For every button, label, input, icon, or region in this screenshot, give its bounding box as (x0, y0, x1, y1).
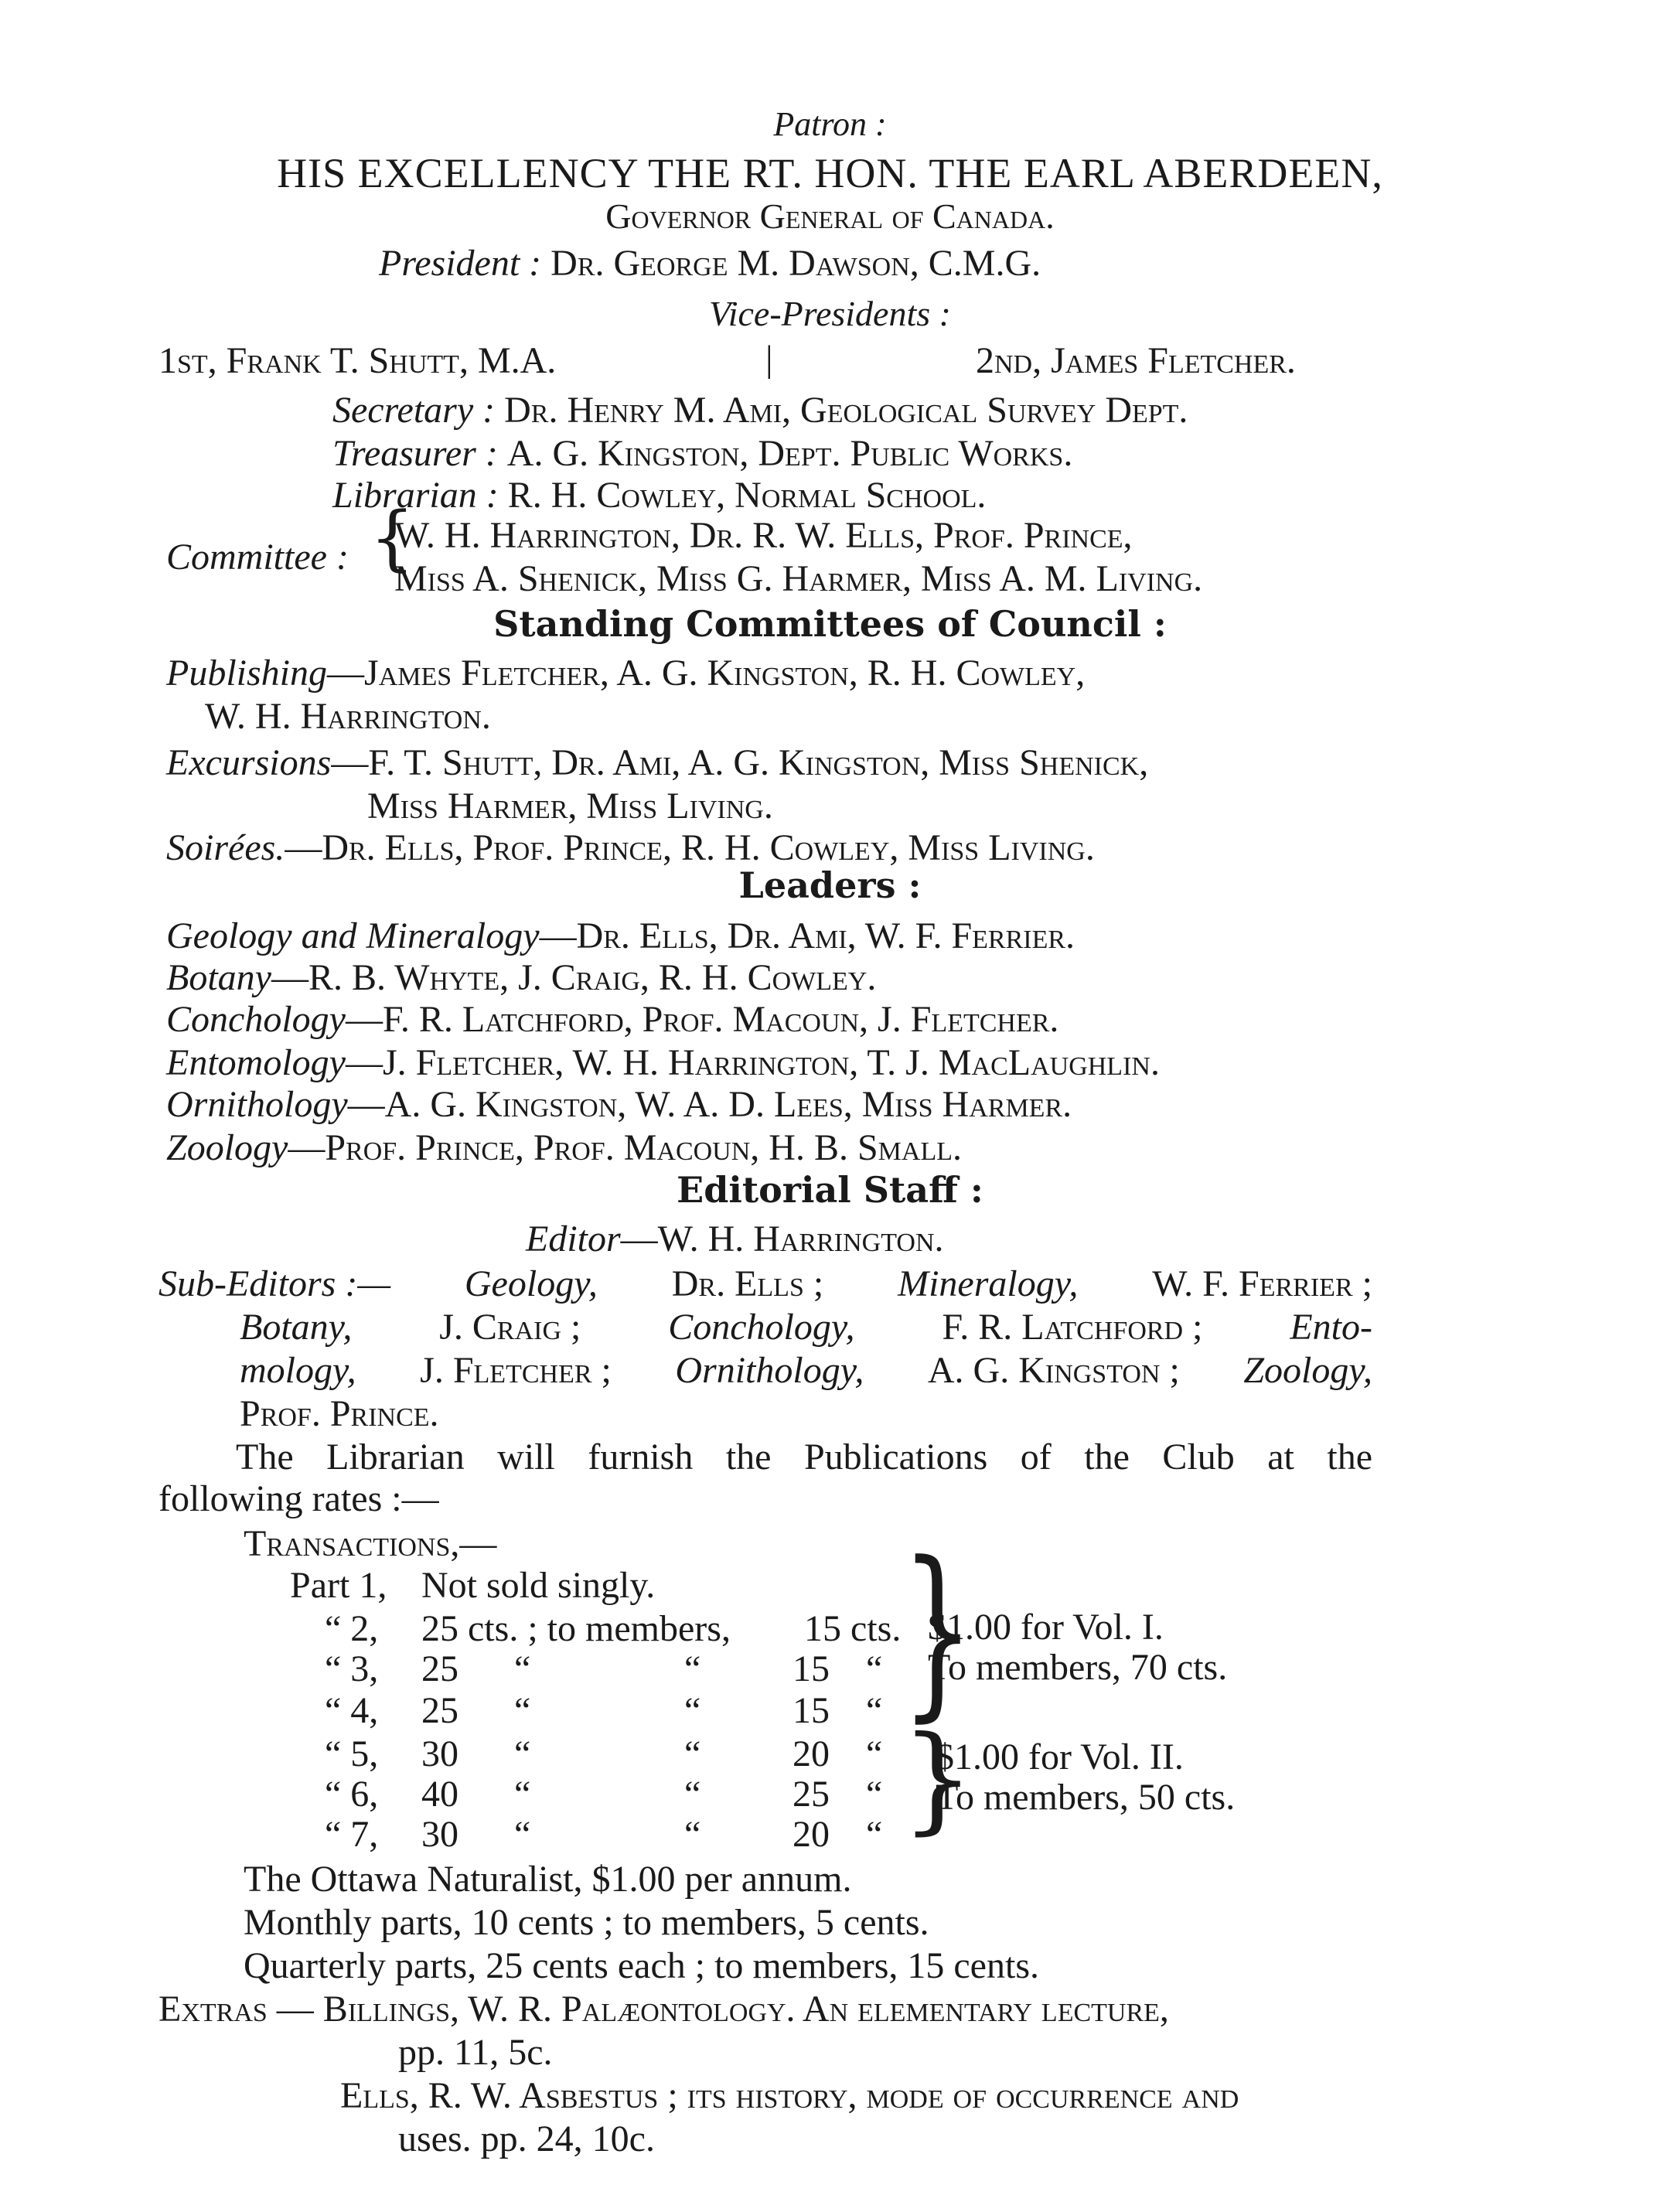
soirees-members: —Dr. Ells, Prof. Prince, R. H. Cowley, Miss Living. (285, 827, 1095, 868)
soirees-line (166, 826, 1095, 871)
publishing-label: Publishing (166, 653, 328, 694)
ditto-mark: “ (514, 1774, 531, 1815)
soirees-label: Soirées. (166, 827, 285, 868)
committee-line1: W. H. Harrington, Dr. R. W. Ells, Prof. Prince, (394, 515, 1133, 556)
ditto-mark: “ (684, 1814, 701, 1855)
part-price: 40 (421, 1774, 458, 1815)
sub-editor-field: Ornithology, (675, 1350, 864, 1391)
sub-editor-name: J. Craig ; (439, 1307, 581, 1348)
sub-editor-name: W. F. Ferrier ; (1152, 1263, 1372, 1304)
ditto-mark: “ (866, 1814, 883, 1855)
naturalist-price: The Ottawa Naturalist, $1.00 per annum. (244, 1859, 852, 1900)
part-number: “ 4, (325, 1690, 379, 1731)
sub-editors-line2 (240, 1305, 1372, 1350)
ditto-mark: “ (514, 1733, 531, 1774)
part-number: Part 1, (290, 1565, 387, 1606)
part-price: 25 (421, 1648, 458, 1689)
excursions-members: —F. T. Shutt, Dr. Ami, A. G. Kingston, Miss Shenick, (331, 742, 1149, 783)
sub-editors-line1 (159, 1262, 1372, 1307)
librarian-line (332, 473, 986, 518)
leader-ornithology (166, 1082, 1072, 1127)
sub-editor-field: Botany, (240, 1307, 353, 1348)
editor-value: —W. H. Harrington. (620, 1218, 944, 1259)
committee-line2: Miss A. Shenick, Miss G. Harmer, Miss A. M. Living. (394, 558, 1203, 599)
leader-label: Zoology (166, 1127, 288, 1168)
librarian-value: R. H. Cowley, Normal School. (507, 475, 987, 516)
editor-line (526, 1217, 944, 1262)
president-name: Dr. George M. Dawson, C.M.G. (550, 243, 1041, 284)
part-number: “ 2, (325, 1608, 379, 1649)
member-price: 20 (793, 1814, 830, 1855)
ditto-mark: “ (514, 1648, 531, 1689)
volume1-brace: } (901, 1523, 975, 1740)
sub-editor-field: Geology, (464, 1263, 598, 1304)
leader-value: —Dr. Ells, Dr. Ami, W. F. Ferrier. (539, 915, 1075, 956)
vp-divider: | (765, 339, 773, 380)
leader-conchology (166, 997, 1058, 1042)
ditto-mark: “ (866, 1648, 883, 1689)
extras-line2: Ells, R. W. Asbestus ; its history, mode of occurrence and (340, 2075, 1239, 2116)
ditto-mark: “ (866, 1774, 883, 1815)
part-number: “ 7, (325, 1814, 379, 1855)
vice-presidents-heading: Vice-Presidents : (709, 294, 951, 333)
treasurer-label: Treasurer : (332, 433, 498, 474)
leader-geology (166, 914, 1075, 959)
extras-line1-cont: pp. 11, 5c. (398, 2032, 553, 2073)
leader-botany (166, 956, 876, 1000)
sub-editors-line3 (240, 1348, 1372, 1393)
part-price: 25 cts. ; to members, (421, 1608, 731, 1649)
ditto-mark: “ (684, 1648, 701, 1689)
librarian-label: Librarian : (332, 475, 499, 516)
editor-label: Editor (526, 1218, 621, 1259)
secretary-value: Dr. Henry M. Ami, Geological Survey Dept. (504, 390, 1188, 431)
sub-editor-field: mology, (240, 1350, 356, 1391)
leader-value: —A. G. Kingston, W. A. D. Lees, Miss Harmer. (347, 1084, 1072, 1125)
sub-editor-name: J. Fletcher ; (420, 1350, 612, 1391)
ditto-mark: “ (866, 1733, 883, 1774)
publications-intro2: following rates :— (159, 1478, 439, 1519)
part-number: “ 6, (325, 1774, 379, 1815)
vice-president-second: 2nd, James Fletcher. (976, 340, 1296, 381)
extras-label: Extras — (159, 1989, 314, 2030)
leader-value: —F. R. Latchford, Prof. Macoun, J. Fletcher. (345, 999, 1059, 1040)
member-price: 15 (793, 1690, 830, 1731)
leader-label: Ornithology (166, 1084, 348, 1125)
sub-editors-label: Sub-Editors :— (159, 1263, 390, 1304)
leader-value: —J. Fletcher, W. H. Harrington, T. J. MacLaughlin. (345, 1042, 1160, 1083)
part-number: “ 3, (325, 1648, 379, 1689)
vice-president-first: 1st, Frank T. Shutt, M.A. (159, 340, 557, 381)
member-price: 15 cts. (804, 1608, 902, 1649)
volume2-member-price: To members, 50 cts. (936, 1777, 1236, 1818)
sub-editor-name: F. R. Latchford ; (942, 1307, 1203, 1348)
secretary-label: Secretary : (332, 390, 496, 431)
volume2-brace: } (901, 1712, 975, 1846)
leaders-heading: Leaders : (738, 864, 922, 906)
part-price: 30 (421, 1733, 458, 1774)
sub-editor-field: Mineralogy, (898, 1263, 1079, 1304)
volume1-price: $1.00 for Vol. I. (928, 1607, 1164, 1648)
excursions-line (166, 741, 1148, 786)
part-note: Not sold singly. (421, 1565, 656, 1606)
sub-editor-field: Conchology, (668, 1307, 855, 1348)
member-price: 15 (793, 1648, 830, 1689)
standing-committees-heading: Standing Committees of Council : (493, 603, 1167, 645)
ditto-mark: “ (514, 1814, 531, 1855)
leader-value: —R. B. Whyte, J. Craig, R. H. Cowley. (271, 957, 877, 998)
committee-label: Committee : (166, 537, 349, 578)
part-price: 30 (421, 1814, 458, 1855)
volume1-member-price: To members, 70 cts. (928, 1647, 1228, 1688)
ditto-mark: “ (684, 1690, 701, 1731)
patron-title: Governor General of Canada. (605, 196, 1055, 236)
treasurer-value: A. G. Kingston, Dept. Public Works. (506, 433, 1073, 474)
excursions-members-cont: Miss Harmer, Miss Living. (367, 786, 773, 827)
publishing-line (166, 651, 1085, 696)
monthly-price: Monthly parts, 10 cents ; to members, 5 cents. (244, 1902, 929, 1943)
editorial-heading: Editorial Staff : (677, 1169, 983, 1211)
leader-label: Botany (166, 957, 271, 998)
ditto-mark: “ (514, 1690, 531, 1731)
president-line (379, 241, 1041, 286)
sub-editor-field: Ento- (1290, 1307, 1372, 1348)
leader-label: Conchology (166, 999, 346, 1040)
leader-label: Entomology (166, 1042, 346, 1083)
part-number: “ 5, (325, 1733, 379, 1774)
leader-label: Geology and Mineralogy (166, 915, 540, 956)
transactions-heading: Transactions,— (244, 1523, 497, 1564)
publications-intro1: The Librarian will furnish the Publications of the Club at the (236, 1437, 1372, 1478)
leader-value: —Prof. Prince, Prof. Macoun, H. B. Small. (288, 1127, 962, 1168)
part-price: 25 (421, 1690, 458, 1731)
member-price: 20 (793, 1733, 830, 1774)
sub-editor-name: Dr. Ells ; (671, 1263, 824, 1304)
excursions-label: Excursions (166, 742, 332, 783)
extras-line2-cont: uses. pp. 24, 10c. (398, 2118, 655, 2159)
leader-zoology (166, 1126, 962, 1171)
sub-editor-name: A. G. Kingston ; (927, 1350, 1180, 1391)
president-label: President : (379, 243, 542, 284)
publishing-members: —James Fletcher, A. G. Kingston, R. H. Cowley, (327, 653, 1086, 694)
ditto-mark: “ (866, 1690, 883, 1731)
treasurer-line (332, 431, 1072, 476)
committee-brace: { (370, 496, 415, 579)
leader-entomology (166, 1041, 1160, 1086)
volume2-price: $1.00 for Vol. II. (936, 1737, 1184, 1777)
ditto-mark: “ (684, 1733, 701, 1774)
patron-name: HIS EXCELLENCY THE RT. HON. THE EARL ABERDEEN, (277, 150, 1383, 196)
quarterly-price: Quarterly parts, 25 cents each ; to members, 15 cents. (244, 1945, 1039, 1986)
patron-heading: Patron : (773, 105, 887, 143)
member-price: 25 (793, 1774, 830, 1815)
sub-editor-field: Zoology, (1243, 1350, 1372, 1391)
ditto-mark: “ (684, 1774, 701, 1815)
secretary-line (332, 388, 1188, 433)
publishing-members-cont: W. H. Harrington. (205, 696, 491, 737)
extras-line1 (159, 1987, 1169, 2032)
sub-editors-line4: Prof. Prince. (240, 1393, 439, 1434)
extras-item: Billings, W. R. Palæontology. An elementary lecture, (322, 1989, 1169, 2030)
